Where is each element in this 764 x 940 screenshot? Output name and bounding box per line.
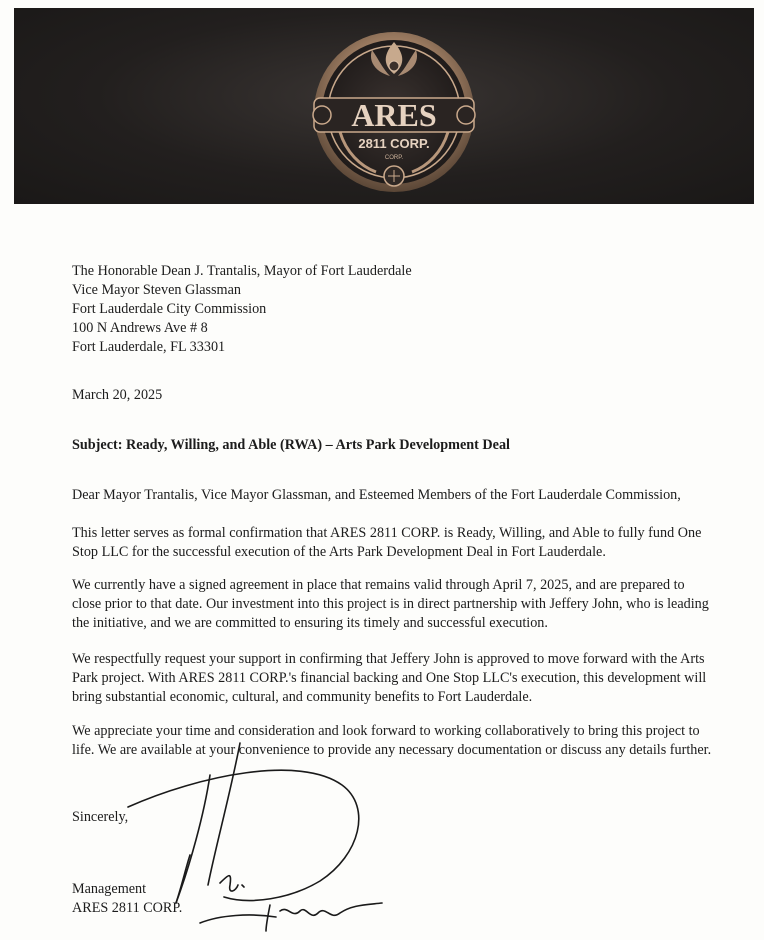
- logo-subtitle: 2811 CORP.: [358, 136, 430, 151]
- letterhead-banner: [14, 8, 754, 204]
- letter-subject: Subject: Ready, Willing, and Able (RWA) – Arts Park Development Deal: [72, 437, 511, 453]
- closing-sincerely: Sincerely,: [72, 809, 129, 825]
- ares-logo-emblem: [310, 28, 478, 196]
- logo-corp-text: CORP.: [384, 155, 404, 161]
- body-paragraph-2: We currently have a signed agreement in place that remains valid through April 7, 2025, and are prepared to close prior to that date. Our investment into this project is in direct partnership with Jeffery John, who is leading the initiative, and we are committed to ensuring its timely and successful execution.: [72, 577, 709, 631]
- body-paragraph-1: This letter serves as formal confirmation that ARES 2811 CORP. is Ready, Willing, and Able to fully fund One Stop LLC for the successful execution of the Arts Park Development Deal in Fort Lauderdale.: [72, 525, 702, 560]
- letter-date: March 20, 2025: [72, 387, 163, 403]
- handwritten-signature: [120, 735, 420, 935]
- recipient-line-street: 100 N Andrews Ave # 8: [72, 320, 208, 336]
- signer-title: Management: [72, 881, 147, 897]
- recipient-line-mayor: The Honorable Dean J. Trantalis, Mayor of Fort Lauderdale: [72, 263, 412, 279]
- recipient-line-city: Fort Lauderdale, FL 33301: [72, 339, 226, 355]
- body-paragraph-4: We appreciate your time and consideration and look forward to working collaboratively to bring this project to life. We are available at your convenience to provide any necessary documentation or discuss any details further.: [72, 723, 712, 758]
- logo-wordmark: ARES: [351, 97, 437, 133]
- body-paragraph-3: We respectfully request your support in confirming that Jeffery John is approved to move forward with the Arts Park project. With ARES 2811 CORP.'s financial backing and One Stop LLC's execution, this development will bring substantial economic, cultural, and community benefits to Fort Lauderdale.: [72, 651, 707, 705]
- signer-company: ARES 2811 CORP.: [72, 900, 183, 916]
- recipient-line-commission: Fort Lauderdale City Commission: [72, 301, 267, 317]
- recipient-line-vice-mayor: Vice Mayor Steven Glassman: [72, 282, 241, 298]
- salutation: Dear Mayor Trantalis, Vice Mayor Glassman, and Esteemed Members of the Fort Lauderdale Commission,: [72, 487, 681, 503]
